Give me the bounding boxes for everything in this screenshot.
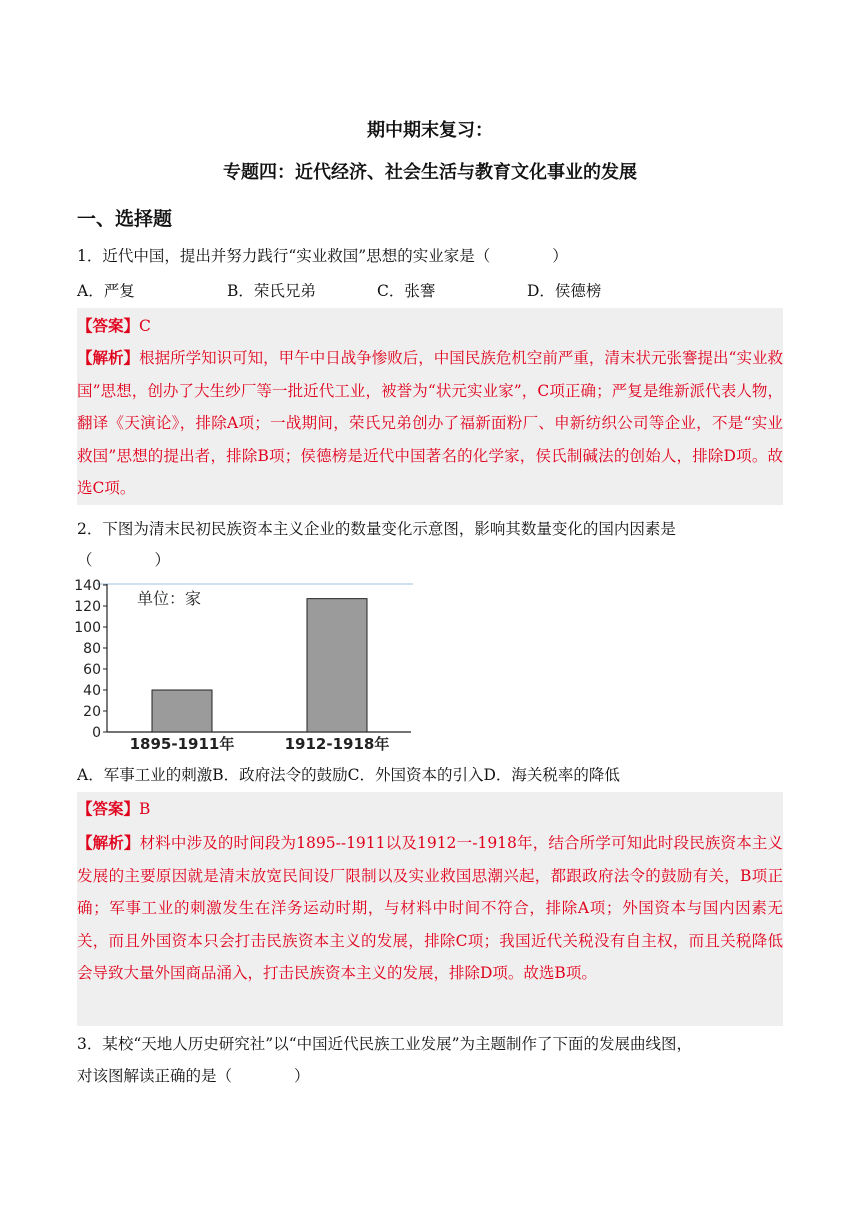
y-tick-label: 40 <box>83 683 101 699</box>
chart-unit-annotation: 单位：家 <box>137 589 202 608</box>
y-tick-label: 120 <box>74 599 101 615</box>
section-heading: 一、选择题 <box>77 208 173 230</box>
option-b: B．荣氏兄弟 <box>227 282 316 300</box>
answer-2 <box>77 799 150 819</box>
bar <box>307 599 367 732</box>
question-1-stem: 1．近代中国，提出并努力践行“实业救国”思想的实业家是（ ） <box>77 247 568 265</box>
chart-svg <box>74 578 413 753</box>
answer-1 <box>77 316 151 336</box>
answer-tag: 【答案】 <box>77 316 140 335</box>
option-a: A．严复 <box>77 282 135 300</box>
explanation-text: 根据所学知识可知，甲午中日战争惨败后，中国民族危机空前严重，清末状元张謇提出“实业救国”思想，创办了大生纱厂等一批近代工业，被誉为“状元实业家”，C项正确；严复是维新派代表人物，翻译《天演论》，排除A项；一战期间，荣氏兄弟创办了福新面粉厂、申新纺织公司等企业，不是“实业救国”思想的提出者，排除B项；侯德榜是近代中国著名的化学家，侯氏制碱法的创始人，排除D项。故选C项。 <box>77 349 783 497</box>
answer-tag: 【答案】 <box>77 799 140 818</box>
option-d: D．侯德榜 <box>527 282 602 300</box>
question-2-options: A．军事工业的刺激B．政府法令的鼓励C．外国资本的引入D．海关税率的降低 <box>77 766 620 784</box>
explanation-1 <box>77 342 783 505</box>
question-2-stem: 2．下图为清末民初民族资本主义企业的数量变化示意图，影响其数量变化的国内因素是 <box>77 520 676 538</box>
question-3-stem-cont: 对该图解读正确的是（ ） <box>77 1067 310 1085</box>
explanation-text: 材料中涉及的时间段为1895--1911以及1912一-1918年，结合所学可知此时段民族资本主义发展的主要原因就是清末放宽民间设厂限制以及实业救国思潮兴起，都跟政府法令的鼓励有关，B项正确；军事工业的刺激发生在洋务运动时期，与材料中时间不符合，排除A项；外国资本与国内因素无关，而且外国资本只会打击民族资本主义的发展，排除C项；我国近代关税没有自主权，而且关税降低会导致大量外国商品涌入，打击民族资本主义的发展，排除D项。故选B项。 <box>77 834 783 982</box>
explanation-tag: 【解析】 <box>77 833 140 852</box>
x-tick-label: 1895-1911年 <box>129 735 235 753</box>
explanation-tag: 【解析】 <box>77 348 140 367</box>
y-tick-label: 60 <box>83 662 101 678</box>
y-tick-label: 20 <box>83 704 101 720</box>
y-tick-label: 80 <box>83 641 101 657</box>
question-2-stem-cont: （ ） <box>77 551 171 569</box>
bar <box>152 690 212 732</box>
answer-value: C <box>139 317 151 335</box>
question-3-stem: 3．某校“天地人历史研究社”以“中国近代民族工业发展”为主题制作了下面的发展曲线图， <box>77 1035 693 1053</box>
answer-value: B <box>139 800 151 818</box>
bar-chart <box>74 578 413 753</box>
page-subtitle: 专题四：近代经济、社会生活与教育文化事业的发展 <box>223 162 637 183</box>
question-1-options <box>77 281 777 301</box>
y-tick-label: 0 <box>92 725 101 741</box>
explanation-2 <box>77 827 783 990</box>
y-tick-label: 140 <box>74 578 101 594</box>
y-tick-label: 100 <box>74 620 101 636</box>
option-c: C．张謇 <box>377 282 436 300</box>
x-tick-label: 1912-1918年 <box>284 735 390 753</box>
page-title: 期中期末复习： <box>367 120 493 141</box>
